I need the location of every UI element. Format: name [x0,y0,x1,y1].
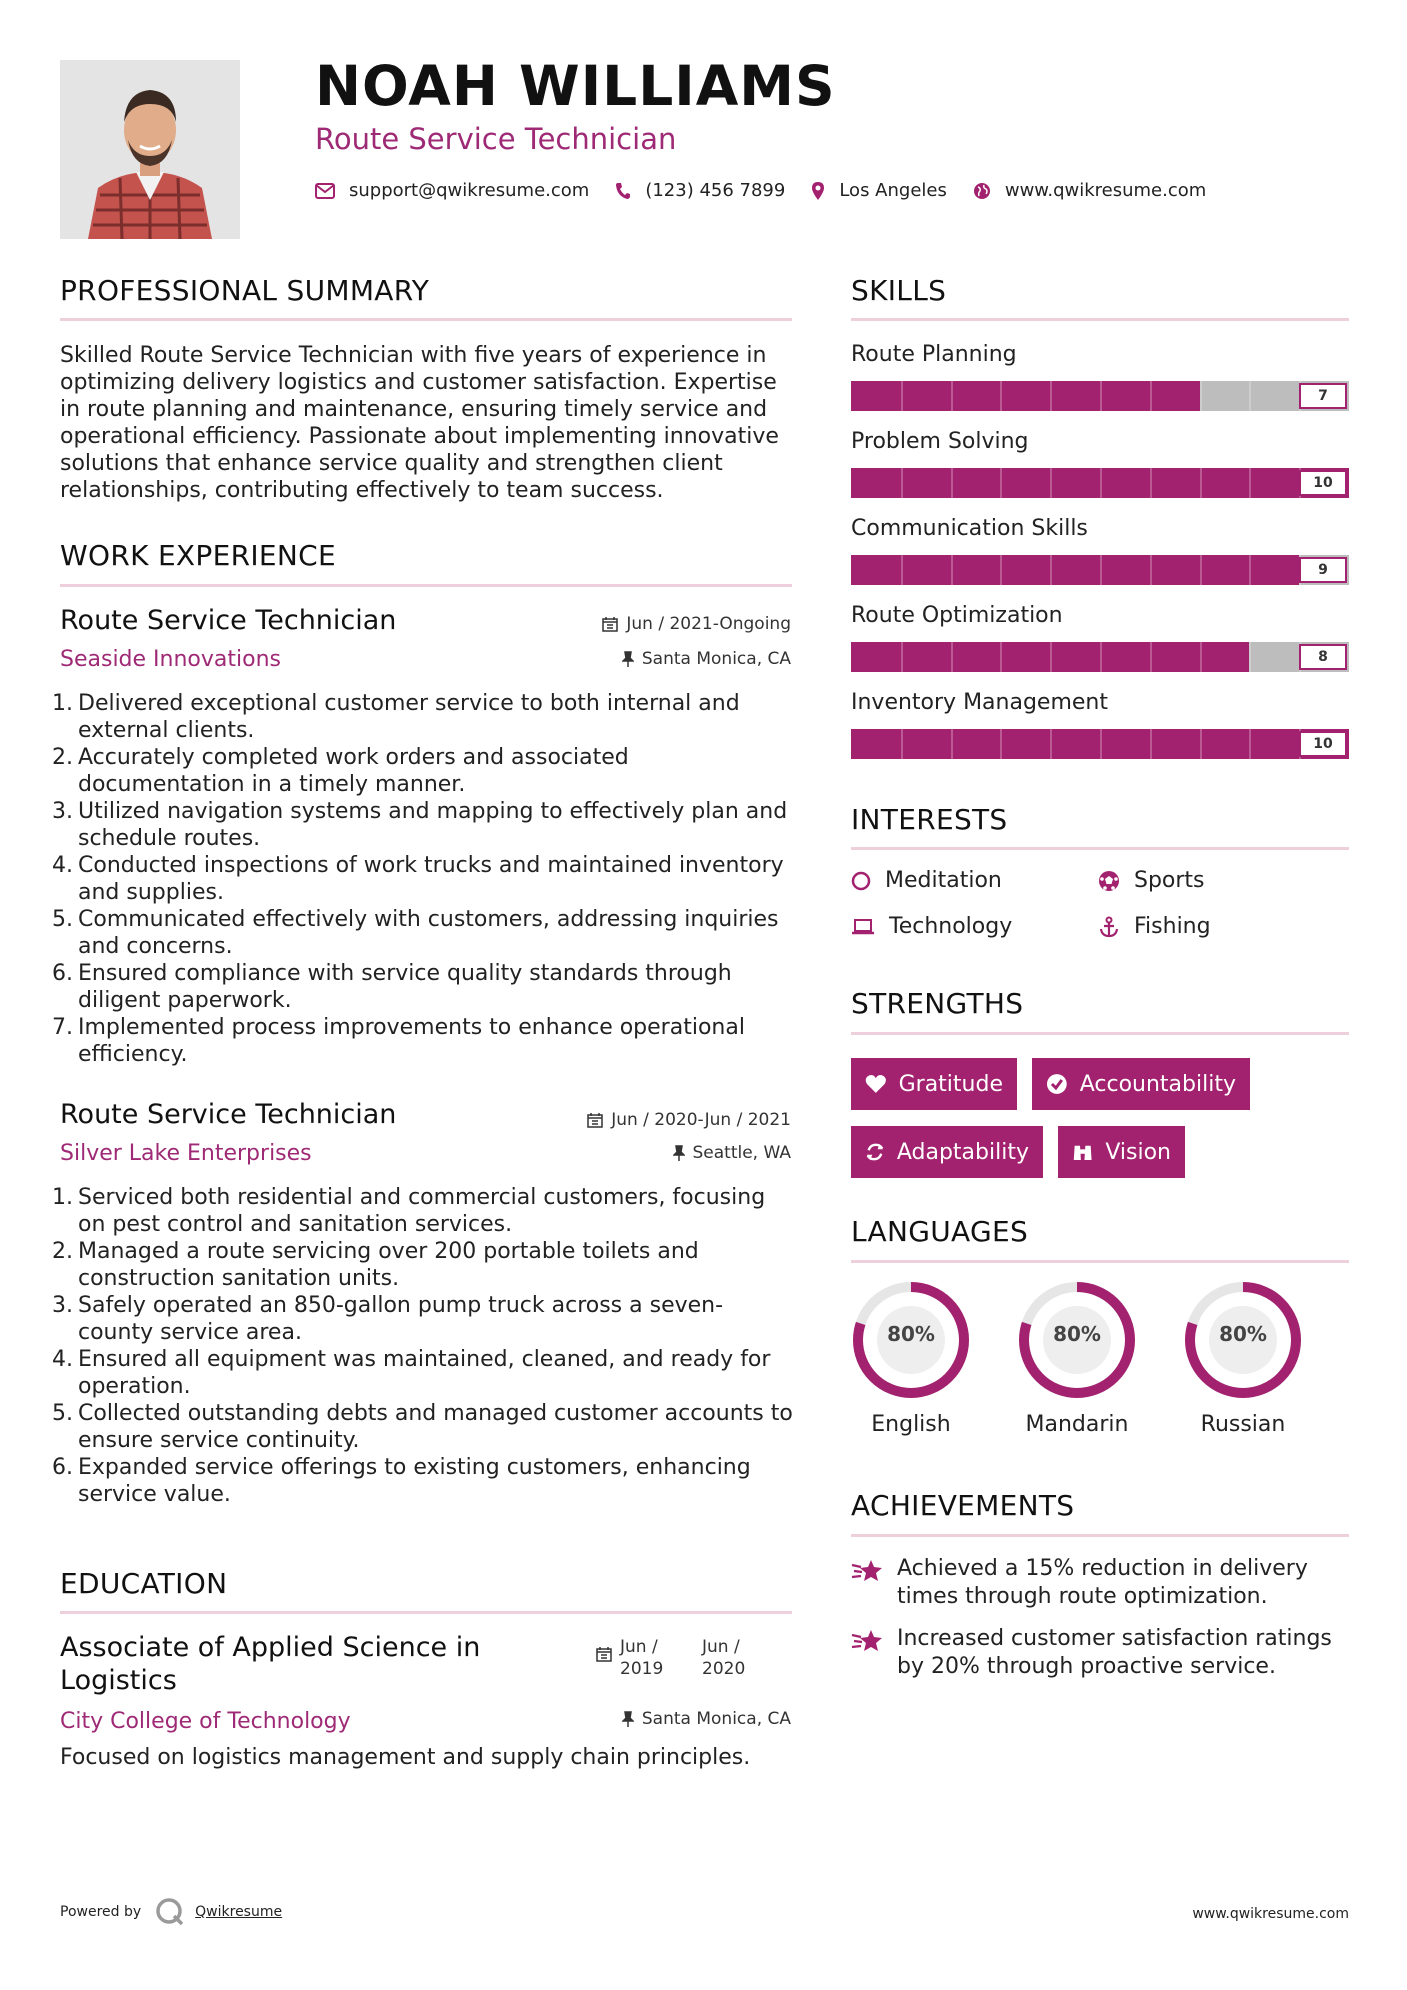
list-item: Serviced both residential and commercial customers, focusing on pest control and sanitation services. [78,1185,766,1237]
list-item: Conducted inspections of work trucks and maintained inventory and supplies. [78,853,784,905]
skill-bar-segment [1200,555,1202,585]
candidate-title: Route Service Technician [315,122,677,156]
skill-bar-fill [851,555,1299,585]
interest-label: Fishing [1134,914,1211,939]
skill-bar-segment [1100,642,1102,672]
interest-item [851,868,1002,893]
job-bullets [60,690,795,1068]
skill-bar-segment [951,381,953,411]
skill-bar-segment [951,729,953,759]
achievement-item [851,1555,1351,1611]
skill-bar-segment [1200,468,1202,498]
profile-photo [60,60,240,239]
shooting-star-icon [851,1557,883,1583]
skill-label: Problem Solving [851,429,1029,454]
skill-level [1299,731,1347,757]
skill-bar [851,555,1349,585]
qwikresume-link[interactable]: Qwikresume [195,1904,283,1920]
skill-bar-segment [1000,381,1002,411]
job-bullets [60,1184,795,1508]
skill-bar-segment [1100,555,1102,585]
skill-bar-segment [1249,381,1251,411]
skills-divider [851,318,1349,321]
job-dates-text: Jun / 2020-Jun / 2021 [611,1110,791,1130]
strength-label: Vision [1105,1139,1171,1165]
skill-bar-segment [1150,381,1152,411]
calendar-icon [596,1646,612,1662]
job-company: Silver Lake Enterprises [60,1141,312,1166]
summary-divider [60,318,792,321]
skill-level [1299,557,1347,583]
skill-bar-segment [1150,468,1152,498]
website-text[interactable]: www.qwikresume.com [1004,180,1207,201]
skill-bar-segment [1249,468,1251,498]
skill-bar-segment [1249,642,1251,672]
achievements-heading: ACHIEVEMENTS [851,1489,1075,1522]
strength-tag [1032,1058,1250,1110]
skill-bar [851,642,1349,672]
skill-bar-segment [901,642,903,672]
skill-bar-segment [1050,642,1052,672]
pushpin-icon [622,651,634,668]
job-dates-text: Jun / 2021-Ongoing [626,614,791,634]
education-dates [596,1636,764,1680]
job-company: Seaside Innovations [60,647,281,672]
interests-divider [851,847,1349,850]
soccer-ball-icon [1098,870,1120,892]
education-start: Jun / 2019 [620,1637,664,1679]
summary-text: Skilled Route Service Technician with five years of experience in optimizing delivery logistics and customer satisfaction. Expertise in route planning and maintenance, ensuring timely service and operational efficiency. Passionate about implementing innovative solutions that enhance service quality and strengthen client relationships, contributing effectively to team success. [60,343,779,503]
skill-bar [851,468,1349,498]
skill-bar-segment [1249,555,1251,585]
heart-icon [865,1074,887,1094]
strength-tag [1058,1126,1185,1178]
skill-bar [851,729,1349,759]
strength-label: Gratitude [898,1071,1003,1097]
language-name: English [871,1412,951,1437]
skill-bar-segment [1000,729,1002,759]
pushpin-icon [622,1711,634,1728]
language-item [849,1278,973,1437]
strength-label: Adaptability [896,1139,1029,1165]
skill-bar-segment [1150,555,1152,585]
interest-item [851,914,1012,939]
skill-bar-segment [1200,642,1202,672]
education-divider [60,1611,792,1614]
skills-heading: SKILLS [851,274,947,307]
school-name: City College of Technology [60,1709,351,1734]
phone-icon [615,182,631,200]
skill-level-value: 7 [1318,388,1328,404]
footer-url[interactable]: www.qwikresume.com [1192,1906,1349,1922]
skill-level-value: 10 [1313,475,1333,491]
list-item: Safely operated an 850-gallon pump truck across a seven-county service area. [78,1293,724,1345]
anchor-icon [1098,916,1120,938]
interest-label: Sports [1134,868,1205,893]
job-dates [587,1110,791,1130]
contact-phone[interactable] [615,180,785,201]
strengths-divider [851,1032,1349,1035]
check-circle-icon [1046,1073,1068,1095]
globe-icon [973,182,991,200]
pushpin-icon [673,1145,685,1162]
skill-level-value: 9 [1318,562,1328,578]
skill-bar-segment [901,555,903,585]
strength-label: Accountability [1079,1071,1236,1097]
list-item: Communicated effectively with customers, addressing inquiries and concerns. [78,907,779,959]
envelope-icon [315,183,335,199]
interest-item [1098,868,1205,893]
list-item: Accurately completed work orders and associated documentation in a timely manner. [78,745,629,797]
location-text: Los Angeles [839,180,947,201]
education-location-text: Santa Monica, CA [641,1709,791,1729]
skill-bar-segment [1000,642,1002,672]
skill-level [1299,644,1347,670]
achievement-text: Increased customer satisfaction ratings by 20% through proactive service. [897,1626,1332,1679]
job-location [622,649,791,669]
strengths-heading: STRENGTHS [851,987,1024,1020]
skill-bar-segment [1050,468,1052,498]
skill-bar-segment [951,468,953,498]
circle-icon [851,871,871,891]
education-end: Jun / 2020 [702,1637,746,1679]
laptop-icon [851,918,875,936]
skill-label: Communication Skills [851,516,1088,541]
job-dates [602,614,791,634]
qwikresume-logo-icon [155,1897,185,1927]
summary-heading: PROFESSIONAL SUMMARY [60,274,430,307]
skill-bar [851,381,1349,411]
binoculars-icon [1072,1141,1093,1163]
skill-label: Inventory Management [851,690,1108,715]
job-location-text: Santa Monica, CA [641,649,791,669]
job-title: Route Service Technician [60,1099,397,1130]
languages-divider [851,1260,1349,1263]
email-text[interactable]: support@qwikresume.com [349,180,590,201]
language-item [1181,1278,1305,1437]
list-item: Managed a route servicing over 200 portable toilets and construction sanitation units. [78,1239,699,1291]
list-item: Delivered exceptional customer service to both internal and external clients. [78,691,740,743]
interest-label: Meditation [885,868,1002,893]
list-item: Ensured compliance with service quality standards through diligent paperwork. [78,961,732,1013]
degree-title: Associate of Applied Science in Logistics [60,1632,481,1696]
skill-bar-segment [901,381,903,411]
skill-bar-segment [951,642,953,672]
skill-level-value: 10 [1313,736,1333,752]
phone-text[interactable]: (123) 456 7899 [645,180,786,201]
skill-bar-segment [901,729,903,759]
skill-bar-segment [1200,381,1202,411]
skill-bar-segment [1000,468,1002,498]
job-location-text: Seattle, WA [692,1143,791,1163]
list-item: Ensured all equipment was maintained, cleaned, and ready for operation. [78,1347,771,1399]
skill-bar-segment [1000,555,1002,585]
skill-label: Route Optimization [851,603,1063,628]
skill-bar-segment [951,555,953,585]
skill-bar-fill [851,381,1200,411]
skill-bar-segment [1100,468,1102,498]
calendar-icon [602,616,618,632]
skill-level [1299,470,1347,496]
shooting-star-icon [851,1627,883,1653]
job-location [673,1143,792,1163]
language-percent: 80% [887,1322,935,1346]
education-location [622,1709,791,1729]
skill-level [1299,383,1347,409]
skill-level-value: 8 [1318,649,1328,665]
contact-website[interactable] [973,180,1206,201]
languages-heading: LANGUAGES [851,1215,1029,1248]
contact-location [811,180,947,201]
refresh-icon [865,1141,885,1163]
contact-email[interactable] [315,180,589,201]
skill-bar-segment [1150,642,1152,672]
language-name: Russian [1200,1412,1286,1437]
work-divider [60,584,792,587]
skill-bar-segment [1100,381,1102,411]
language-percent: 80% [1219,1322,1267,1346]
list-item: Collected outstanding debts and managed customer accounts to ensure service continuity. [78,1401,793,1453]
skill-bar-segment [1050,729,1052,759]
achievement-text: Achieved a 15% reduction in delivery times through route optimization. [897,1556,1308,1609]
education-heading: EDUCATION [60,1567,228,1600]
map-pin-icon [811,181,825,201]
candidate-name: NOAH WILLIAMS [315,54,836,118]
skill-bar-segment [1150,729,1152,759]
achievement-item [851,1625,1351,1681]
language-name: Mandarin [1025,1412,1129,1437]
list-item: Implemented process improvements to enhance operational efficiency. [78,1015,745,1067]
language-percent: 80% [1053,1322,1101,1346]
skill-bar-segment [1200,729,1202,759]
skill-label: Route Planning [851,342,1017,367]
education-description: Focused on logistics management and supply chain principles. [60,1745,751,1770]
language-item [1015,1278,1139,1437]
footer-powered-by [60,1897,282,1927]
job-title: Route Service Technician [60,605,397,636]
skill-bar-segment [1249,729,1251,759]
skill-bar-segment [901,468,903,498]
calendar-icon [587,1112,603,1128]
strength-tag [851,1126,1043,1178]
strength-tag [851,1058,1017,1110]
interests-heading: INTERESTS [851,803,1008,836]
interest-item [1098,914,1211,939]
list-item: Expanded service offerings to existing customers, enhancing service value. [78,1455,751,1507]
achievements-divider [851,1534,1349,1537]
skill-bar-segment [1100,729,1102,759]
list-item: Utilized navigation systems and mapping to effectively plan and schedule routes. [78,799,788,851]
contact-bar [315,180,1232,201]
skill-bar-segment [1050,555,1052,585]
work-heading: WORK EXPERIENCE [60,539,336,572]
skill-bar-segment [1050,381,1052,411]
powered-by-text: Powered by [60,1904,142,1920]
interest-label: Technology [889,914,1013,939]
